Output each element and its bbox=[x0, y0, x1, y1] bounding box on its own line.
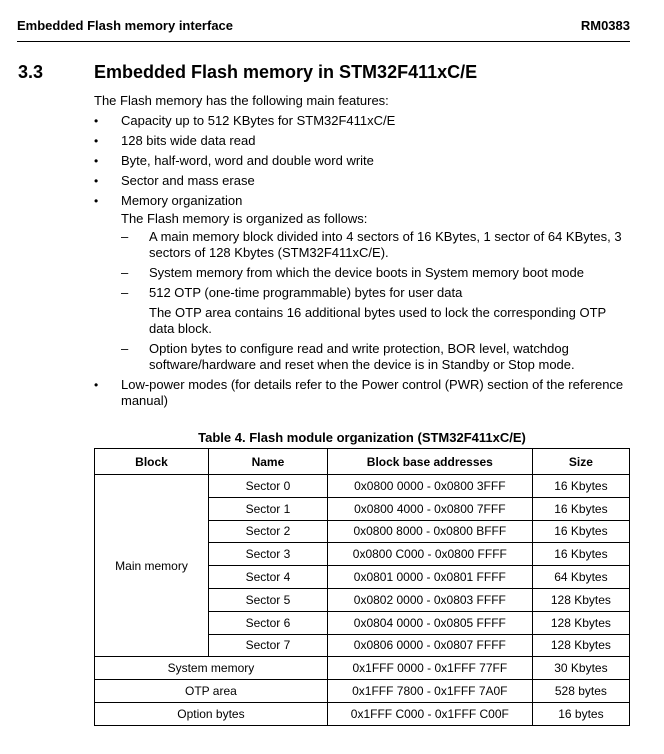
sector-size: 16 Kbytes bbox=[532, 475, 629, 498]
sector-addr: 0x0800 8000 - 0x0800 BFFF bbox=[327, 520, 532, 543]
list-item bbox=[94, 113, 634, 129]
feature-text: Sector and mass erase bbox=[121, 173, 255, 188]
bullet-icon: • bbox=[94, 194, 99, 208]
header-rule bbox=[17, 41, 630, 42]
header-doc-id: RM0383 bbox=[580, 18, 630, 33]
header-name: Name bbox=[209, 449, 328, 475]
system-memory-label: System memory bbox=[95, 657, 328, 680]
table-row bbox=[95, 680, 630, 703]
list-item bbox=[94, 173, 634, 189]
list-item bbox=[94, 377, 634, 409]
sector-size: 16 Kbytes bbox=[532, 520, 629, 543]
sector-addr: 0x0802 0000 - 0x0803 FFFF bbox=[327, 588, 532, 611]
memory-org-text: A main memory block divided into 4 sectors of 16 KBytes, 1 sector of 64 KBytes, 3 sectors of 128 Kbytes (STM32F411xC/E). bbox=[149, 229, 622, 260]
dash-icon: – bbox=[121, 285, 129, 300]
memory-org-intro: The Flash memory is organized as follows: bbox=[121, 211, 368, 226]
table-row bbox=[95, 657, 630, 680]
bullet-icon: • bbox=[94, 114, 99, 128]
list-item bbox=[121, 341, 634, 373]
sector-size: 16 Kbytes bbox=[532, 497, 629, 520]
feature-text: Memory organization bbox=[121, 193, 243, 208]
sector-addr: 0x0800 0000 - 0x0800 3FFF bbox=[327, 475, 532, 498]
sector-size: 128 Kbytes bbox=[532, 611, 629, 634]
sector-size: 128 Kbytes bbox=[532, 634, 629, 657]
sector-name: Sector 5 bbox=[209, 588, 328, 611]
list-item bbox=[121, 229, 634, 261]
system-memory-addr: 0x1FFF 0000 - 0x1FFF 77FF bbox=[327, 657, 532, 680]
feature-text: Low-power modes (for details refer to the Power control (PWR) section of the reference manual) bbox=[121, 377, 624, 408]
table-caption: Table 4. Flash module organization (STM32F411xC/E) bbox=[198, 430, 526, 445]
list-item bbox=[121, 265, 634, 281]
sector-name: Sector 6 bbox=[209, 611, 328, 634]
dash-icon: – bbox=[121, 341, 129, 356]
list-item bbox=[94, 193, 634, 373]
list-item bbox=[121, 285, 634, 337]
sector-size: 128 Kbytes bbox=[532, 588, 629, 611]
sector-name: Sector 1 bbox=[209, 497, 328, 520]
memory-org-text: 512 OTP (one-time programmable) bytes for user data bbox=[149, 285, 463, 300]
bullet-icon: • bbox=[94, 154, 99, 168]
dash-icon: – bbox=[121, 229, 129, 244]
bullet-icon: • bbox=[94, 174, 99, 188]
otp-area-label: OTP area bbox=[95, 680, 328, 703]
option-bytes-label: Option bytes bbox=[95, 702, 328, 725]
sector-addr: 0x0806 0000 - 0x0807 FFFF bbox=[327, 634, 532, 657]
otp-area-size: 528 bytes bbox=[532, 680, 629, 703]
otp-area-addr: 0x1FFF 7800 - 0x1FFF 7A0F bbox=[327, 680, 532, 703]
list-item bbox=[94, 153, 634, 169]
memory-org-list bbox=[121, 229, 634, 373]
dash-icon: – bbox=[121, 265, 129, 280]
sector-size: 16 Kbytes bbox=[532, 543, 629, 566]
section-number: 3.3 bbox=[18, 62, 44, 82]
sector-name: Sector 0 bbox=[209, 475, 328, 498]
sector-addr: 0x0801 0000 - 0x0801 FFFF bbox=[327, 566, 532, 589]
table-row bbox=[95, 475, 630, 498]
intro-paragraph: The Flash memory has the following main features: bbox=[94, 93, 389, 108]
flash-organization-table bbox=[94, 448, 630, 726]
page-header bbox=[17, 18, 630, 42]
sector-name: Sector 3 bbox=[209, 543, 328, 566]
sector-name: Sector 4 bbox=[209, 566, 328, 589]
sector-name: Sector 7 bbox=[209, 634, 328, 657]
main-memory-block: Main memory bbox=[95, 475, 209, 657]
sector-name: Sector 2 bbox=[209, 520, 328, 543]
option-bytes-size: 16 bytes bbox=[532, 702, 629, 725]
sector-addr: 0x0800 4000 - 0x0800 7FFF bbox=[327, 497, 532, 520]
sector-addr: 0x0804 0000 - 0x0805 FFFF bbox=[327, 611, 532, 634]
feature-list bbox=[94, 113, 634, 409]
memory-org-text: System memory from which the device boots in System memory boot mode bbox=[149, 265, 584, 280]
option-bytes-addr: 0x1FFF C000 - 0x1FFF C00F bbox=[327, 702, 532, 725]
list-item bbox=[94, 133, 634, 149]
feature-text: Byte, half-word, word and double word write bbox=[121, 153, 374, 168]
system-memory-size: 30 Kbytes bbox=[532, 657, 629, 680]
bullet-icon: • bbox=[94, 378, 99, 392]
memory-org-text: Option bytes to configure read and write protection, BOR level, watchdog software/hardware and reset when the device is in Standby or Stop mode. bbox=[149, 341, 575, 372]
header-chapter-title: Embedded Flash memory interface bbox=[17, 18, 234, 33]
bullet-icon: • bbox=[94, 134, 99, 148]
memory-org-extra: The OTP area contains 16 additional bytes used to lock the corresponding OTP data block. bbox=[149, 305, 606, 336]
header-block: Block bbox=[95, 449, 209, 475]
section-title: Embedded Flash memory in STM32F411xC/E bbox=[94, 62, 478, 82]
table-header-row bbox=[95, 449, 630, 475]
feature-text: 128 bits wide data read bbox=[121, 133, 256, 148]
section-body bbox=[94, 93, 634, 413]
sector-size: 64 Kbytes bbox=[532, 566, 629, 589]
sector-addr: 0x0800 C000 - 0x0800 FFFF bbox=[327, 543, 532, 566]
header-size: Size bbox=[532, 449, 629, 475]
feature-text: Capacity up to 512 KBytes for STM32F411xC/E bbox=[121, 113, 396, 128]
table-row bbox=[95, 702, 630, 725]
header-addr: Block base addresses bbox=[327, 449, 532, 475]
